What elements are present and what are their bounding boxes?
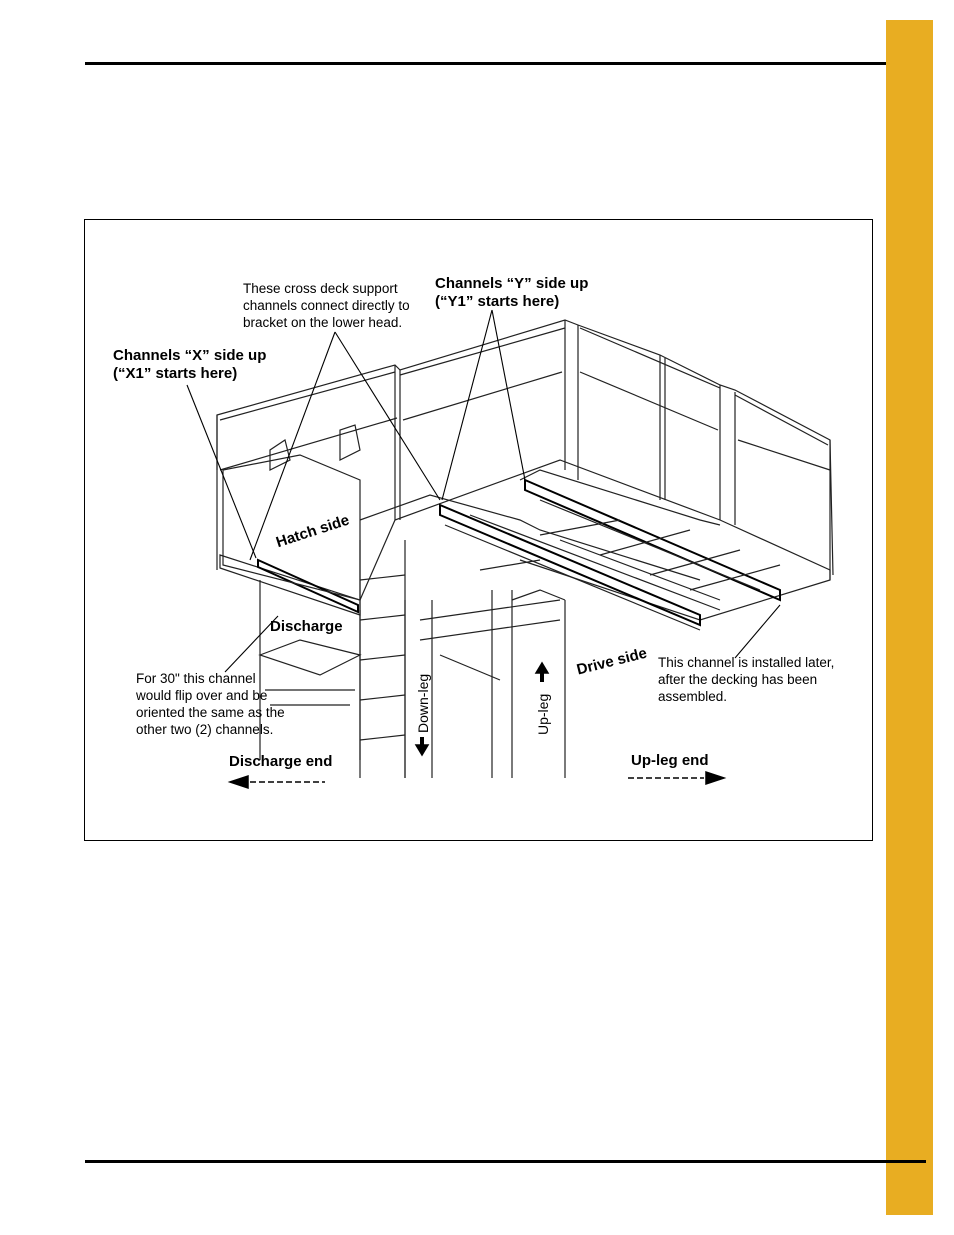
down-leg-label: Down-leg (415, 673, 431, 733)
up-leg-end-label: Up-leg end (631, 752, 709, 769)
note-line: These cross deck support (243, 281, 398, 296)
flip-channel-note (136, 670, 285, 738)
label-line: (“X1” starts here) (113, 365, 238, 382)
note-line: This channel is installed later, (658, 655, 835, 670)
note-line: channels connect directly to (243, 298, 410, 313)
channels-x-label (113, 347, 266, 383)
note-line: oriented the same as the (136, 705, 285, 720)
up-leg-label: Up-leg (535, 693, 551, 735)
hatch-side-label: Hatch side (274, 511, 352, 552)
label-line: Channels “X” side up (113, 347, 267, 364)
note-line: after the decking has been (658, 672, 818, 687)
label-line: Channels “Y” side up (435, 275, 589, 292)
installed-later-note (658, 654, 834, 705)
note-line: bracket on the lower head. (243, 315, 403, 330)
discharge-label: Discharge (270, 618, 343, 635)
drive-side-label: Drive side (575, 644, 649, 679)
channels-y-label (435, 275, 588, 311)
note-line: For 30" this channel (136, 671, 256, 686)
note-line: assembled. (658, 689, 728, 704)
discharge-end-label: Discharge end (229, 753, 333, 770)
note-line: would flip over and be (136, 688, 268, 703)
cross-deck-support-note (243, 280, 410, 331)
label-line: (“Y1” starts here) (435, 293, 560, 310)
note-line: other two (2) channels. (136, 722, 274, 737)
